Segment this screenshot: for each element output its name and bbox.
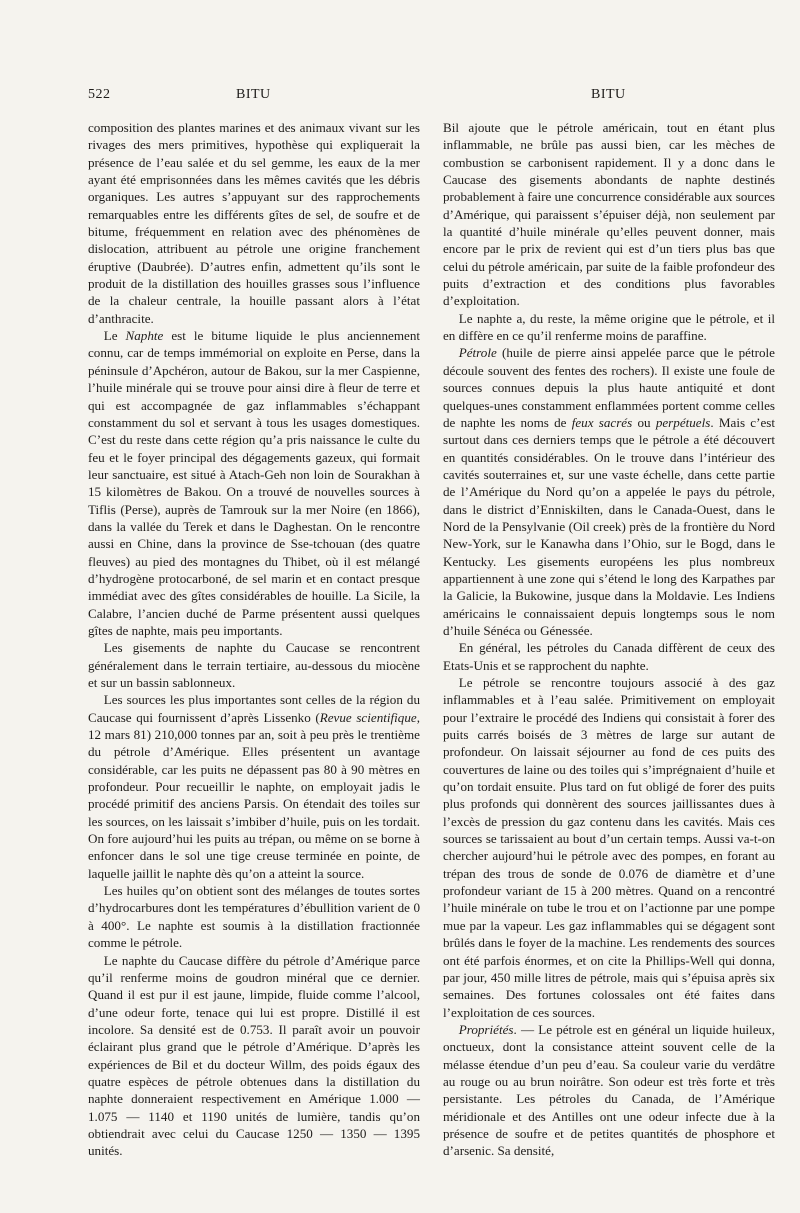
- paragraph: [88, 119, 420, 327]
- right-column: [443, 119, 775, 1160]
- paragraph: [443, 674, 775, 1021]
- text-run: . Mais c’est surtout dans ces derniers temps que le pétrole a été découvert en quantités considérables. On le trouve dans l’intérieur des cavités souterraines et, sur une vaste échelle, dans cette partie de l’Amérique du Nord qu’on a appelée le pays du pétrole, dans le district d’Enniskilten, dans le Canada-Ouest, dans le Nord de la Pensylvanie (Oil creek) près de la frontière du Nord New-York, sur le Kanawha dans l’Ohio, sur le Bogd, dans le Kentucky. Les gisements européens les plus nombreux appartiennent à une zone qui s’étend le long des Karpathes par la Galicie, la Bukowine, jusque dans la Moldavie. Les Indiens américains le connaissaient depuis longtemps sous le nom d’huile Sénéca ou Génessée.: [443, 414, 776, 638]
- italic-term: Revue scientifique: [319, 709, 417, 725]
- italic-term: perpétuels: [655, 414, 711, 430]
- running-title-right: BITU: [591, 87, 626, 102]
- text-run: Les gisements de naphte du Caucase se rencontrent généralement dans le terrain tertiaire, au-dessous du miocène et sur un bassin sablonneux.: [88, 640, 420, 690]
- paragraph-proprietes: [443, 1021, 775, 1160]
- page-number: 522: [88, 87, 111, 102]
- text-run: est le bitume liquide le plus anciennement connu, car de temps immémorial on exploite en Perse, dans la péninsule d’Apchéron, autour de Bakou, sur la mer Caspienne, l’huile minérale qui se trouve pour ainsi dire à fleur de terre et qui est accompagnée de gaz inflammables s’échappant constamment du sol et servant à tous les usages domestiques. C’est du reste dans cette région qu’a pris naissance le culte du feu et le foyer principal des dégagements gazeux, qui formait leur sanctuaire, est situé à Atach-Geh non loin de Sourakhan à 15 kilomètres de Bakou. On a trouvé de nouvelles sources à Tiflis (Perse), auprès de Tamrouk sur la mer Noire (en 1866), dans la vallée du Terek et dans le Daghestan. On le rencontre aussi en Chine, dans la province de Sse-tchouan (des quatre fleuves) au pied des montagnes du Thibet, où il est mélangé d’hydrogène protocarboné, de sel marin et en contact presque immédiat avec des gîtes considérables de houille. La Sicile, la Calabre, l’ancien duché de Parme présentent aussi quelques gîtes de naphte, mais peu importants.: [88, 328, 421, 638]
- text-run: . — Le pétrole est en général un liquide huileux, onctueux, dont la consistance atteint souvent celle de la mélasse étendue d’un peu d’eau. Sa couleur varie du verdâtre au rouge ou au brun noirâtre. Son odeur est très forte et très persistante. Les pétroles du Canada, de l’Amérique méridionale et des Antilles ont une odeur infecte due à la présence de soufre et de petites quantités de phosphore et d’arsenic. Sa densité,: [443, 1021, 775, 1159]
- paragraph: [88, 882, 420, 951]
- italic-term: Propriétés: [458, 1021, 514, 1037]
- text-run: Le naphte du Caucase diffère du pétrole d’Amérique parce qu’il renferme moins de goudron minéral que ce dernier. Quand il est pur il est jaune, limpide, fluide comme l’alcool, d’une odeur forte, tenace qui lui est propre. Distillé il est incolore. Sa densité est de 0.753. Il paraît avoir un pouvoir éclairant plus grand que le pétrole d’Amérique. D’après les expériences de Bil et du docteur Willm, des poids égaux des quatre espèces de pétrole obtenues dans la distillation du naphte donneraient respectivement en Amérique 1.000 — 1.075 — 1140 et 1190 unités de lumière, tandis qu’on obtiendrait avec celui du Caucase 1250 — 1350 — 1395 unités.: [88, 952, 420, 1159]
- paragraph-petrole: [443, 344, 775, 639]
- running-title-left: BITU: [236, 87, 271, 102]
- text-run: ou: [632, 414, 656, 430]
- paragraph: [88, 952, 420, 1160]
- paragraph: [443, 119, 775, 310]
- text-run: Bil ajoute que le pétrole américain, tout en étant plus inflammable, ne brûle pas aussi bien, car les mèches de combustion se carbonisent rapidement. Il y a donc dans le Caucase des gisements abondants de naphte destinés probablement à faire une concurrence considérable aux sources d’Amérique, qui paraissent s’épuiser déjà, non seulement par la quantité d’huile minérale qu’elles peuvent donner, mais encore par le prix de revient qui est d’un tiers plus bas que celui du pétrole américain, par suite de la faible profondeur des puits d’extraction et des conditions plus favorables d’exploitation.: [443, 120, 775, 309]
- left-column: [88, 119, 420, 1160]
- text-run: Les sources les plus importantes sont celles de la région du Caucase qui fournissent d’après Lissenko (: [88, 692, 420, 725]
- text-run: Le naphte a, du reste, la même origine que le pétrole, et il en diffère en ce qu’il renferme moins de paraffine.: [443, 310, 775, 344]
- italic-term: Naphte: [125, 328, 164, 344]
- paragraph: [443, 639, 775, 674]
- paragraph: [88, 691, 420, 882]
- text-run: En général, les pétroles du Canada diffèrent de ceux des Etats-Unis et se rapprochent du naphte.: [443, 640, 775, 673]
- text-run: , 12 mars 81) 210,000 tonnes par an, soit à peu près le trentième du pétrole d’Amérique. Elles présentent un avantage considérable, car les puits ne dépassent pas 80 à 90 mètres en profondeur. Pour recueillir le naphte, on employait jadis le procédé primitif des anciens Parsis. On étendait des toiles sur les sources, on les laissait s’imbiber d’huile, puis on les tordait. On fore aujourd’hui les puits au trépan, ou même on se borne à enfoncer dans le sol une tige creuse terminée en pointe, de laquelle jaillit le naphte dès qu’on a atteint la source.: [88, 709, 420, 881]
- text-run: Le: [103, 328, 126, 344]
- text-run: (huile de pierre ainsi appelée parce que le pétrole découle souvent des fentes des rochers). Il existe une foule de sources connues depuis la plus haute antiquité et dont quelques-unes constamment enflammées portent comme celles de naphte les noms de: [443, 345, 775, 430]
- paragraph: [443, 310, 775, 345]
- text-run: Le pétrole se rencontre toujours associé à des gaz inflammables et à l’eau salée. Primitivement on employait pour l’extraire le procédé des Indiens qui consistait à forer des puits carrés boisés de 3 mètres de large sur autant de profondeur. On laissait séjourner au fond de ces puits des couvertures de laine ou des toiles qui s’imprégnaient d’huile et qu’on tordait ensuite. Plus tard on fut obligé de forer des puits plus profonds qui donnèrent des sources jaillissantes dues à l’excès de pression du gaz contenu dans les cavités. Mais ces sources se tarissaient au bout d’un certain temps. Aussi va-t-on chercher aujourd’hui le pétrole avec des pompes, en forant au trépan des trous de sonde de 0.076 de diamètre et d’une profondeur variant de 15 à 200 mètres. Quand on a rencontré l’huile minérale on tube le trou et on l’actionne par une pompe mue par la vapeur. Les gaz inflammables qui se dégagent sont brûlés dans le foyer de la machine. Les rendements des sources ont été parfois énormes, et on cite la Phillips-Well qui donna, par jour, 450 mille litres de pétrole, mais qui s’épuisa après six semaines. Des fortunes colossales ont été faites dans l’exploitation de ces sources.: [443, 675, 775, 1020]
- text-run: composition des plantes marines et des animaux vivant sur les rivages des mers primitives, hypothèse qui expliquerait la présence de l’eau salée et du sel gemme, les eaux de la mer ayant été emprisonnées dans les mêmes cavités que les débris organiques. Les autres s’appuyant sur des rapprochements remarquables entre les différents gîtes de sel, de soufre et de bitume, fréquemment en relation avec des phénomènes de dislocation, attribuent au pétrole une origine franchement éruptive (Daubrée). D’autres enfin, admettent qu’ils sont le produit de la distillation des houilles grasses sous l’influence de la chaleur centrale, la houille passant alors à l’état d’anthracite.: [88, 120, 420, 326]
- paragraph: [88, 639, 420, 691]
- paragraph-naphte: [88, 327, 420, 639]
- italic-term: feux sacrés: [571, 414, 633, 430]
- text-run: Les huiles qu’on obtient sont des mélanges de toutes sortes d’hydrocarbures dont les températures d’ébullition varient de 0 à 400°. Le naphte est soumis à la distillation fractionnée comme le pétrole.: [88, 883, 420, 951]
- italic-term: Pétrole: [458, 345, 497, 361]
